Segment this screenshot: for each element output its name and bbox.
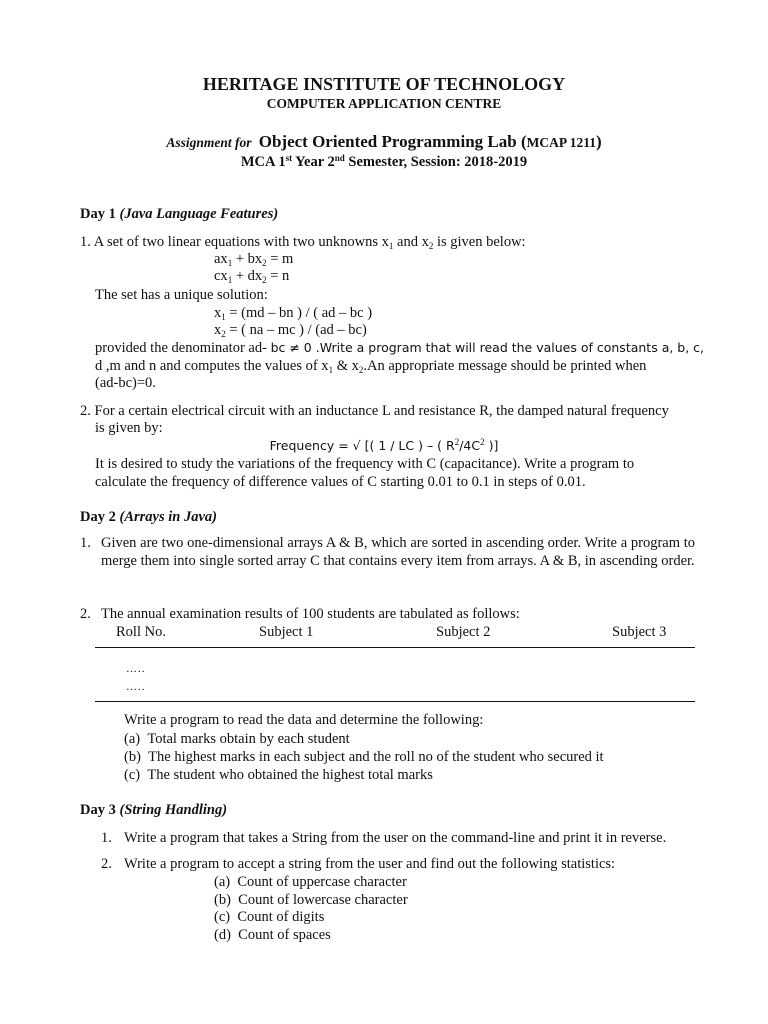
day3-heading (80, 802, 227, 819)
table-top-rule (95, 647, 695, 648)
table-header-subject1: Subject 1 (259, 624, 314, 640)
day1-label: Day 1 (80, 206, 116, 222)
course-close: ) (595, 132, 602, 151)
day1-topic: (Java Language Features) (119, 206, 279, 222)
session-nd: nd (334, 153, 345, 163)
day2-q1-num: 1. (80, 535, 91, 551)
day3-q1-text: Write a program that takes a String from the user on the command-line and print it in reverse. (124, 830, 667, 846)
day2-topic: (Arrays in Java) (119, 509, 217, 525)
day3-label: Day 3 (80, 802, 116, 818)
q2-line3: It is desired to study the variations of the frequency with C (capacitance). Write a program to (95, 456, 635, 472)
q2-line4: calculate the frequency of difference values of C starting 0.01 to 0.1 in steps of 0.01. (95, 474, 586, 490)
course-code: MCAP 1211 (526, 135, 596, 150)
list-item: (b) The highest marks in each subject and the roll no of the student who secured it (124, 749, 604, 765)
frequency-formula: Frequency = √ [( 1 / LC ) – ( $R^2/4C^2$ )] (269, 437, 499, 453)
q1-text-line3: (ad-bc)=0. (95, 375, 156, 391)
session-rest: Semester, Session: 2018-2019 (344, 154, 528, 170)
q1-text-line2: d ,m and n and computes the values of $x_1$ & $x_2.An$ appropriate message should be printed when (95, 358, 647, 375)
table-header-roll: Roll No. (116, 624, 166, 640)
day1-q1-intro: 1. A set of two linear equations with two unknowns $x_1$ and $x_2$ is given below: (80, 234, 526, 251)
list-item: (b) Count of lowercase character (214, 892, 408, 908)
day2-q2-num: 2. (80, 606, 91, 622)
list-item: (d) Count of spaces (214, 927, 331, 943)
list-item: (c) Count of digits (214, 909, 325, 925)
day1-heading (80, 206, 278, 223)
session-line (0, 153, 768, 171)
tasks-intro: Write a program to read the data and determine the following: (124, 712, 484, 728)
day2-q2-text: The annual examination results of 100 students are tabulated as follows: (101, 606, 520, 622)
day2-label: Day 2 (80, 509, 116, 525)
course-title: Object Oriented Programming Lab ( (258, 132, 527, 151)
table-row-ellipsis: ….. (126, 681, 146, 693)
table-header-subject2: Subject 2 (436, 624, 491, 640)
solution-x2: $x_2$ = ( na – mc ) / (ad – bc) (214, 322, 367, 339)
list-item: (a) Count of uppercase character (214, 874, 407, 890)
table-header-subject3: Subject 3 (612, 624, 667, 640)
session-mca: MCA 1 (240, 154, 286, 170)
q2-line2: is given by: (95, 420, 163, 436)
day3-topic: (String Handling) (119, 802, 228, 818)
assignment-line (0, 132, 768, 152)
table-row-ellipsis: ….. (126, 663, 146, 675)
list-item: (a) Total marks obtain by each student (124, 731, 350, 747)
session-year: Year 2 (292, 154, 335, 170)
session-st: st (285, 153, 293, 163)
centre-title: COMPUTER APPLICATION CENTRE (266, 96, 502, 111)
list-item: (c) The student who obtained the highest total marks (124, 767, 433, 783)
table-bottom-rule (95, 701, 695, 702)
day3-q1-num: 1. (101, 830, 112, 846)
day2-heading (80, 509, 217, 526)
solution-x1: $x_1 = (md$ – bn ) / ( ad – bc ) (214, 305, 373, 322)
equation-1: $ax_1 + bx_2 = m$ (214, 251, 294, 268)
day3-q2-text: Write a program to accept a string from the user and find out the following statistics: (124, 856, 616, 872)
unique-solution-label: The set has a unique solution: (95, 287, 268, 303)
institute-title: HERITAGE INSTITUTE OF TECHNOLOGY (202, 74, 566, 94)
q1-text-line1: provided the denominator ad- bc ≠ 0 .Write a program that will read the values of constants a, b, c, (95, 340, 705, 356)
day3-q2-num: 2. (101, 856, 112, 872)
day2-q1-text: Given are two one-dimensional arrays A & B, which are sorted in ascending order. Write a program to merge them into single sorted array C that contains every item from arrays. A & B, in ascending order. (101, 535, 695, 569)
q2-line1: 2. For a certain electrical circuit with an inductance L and resistance R, the damped natural frequency (80, 403, 669, 419)
equation-2: $cx_1 + dx_2 = n$ (214, 268, 290, 285)
assignment-prefix: Assignment for (166, 135, 252, 150)
